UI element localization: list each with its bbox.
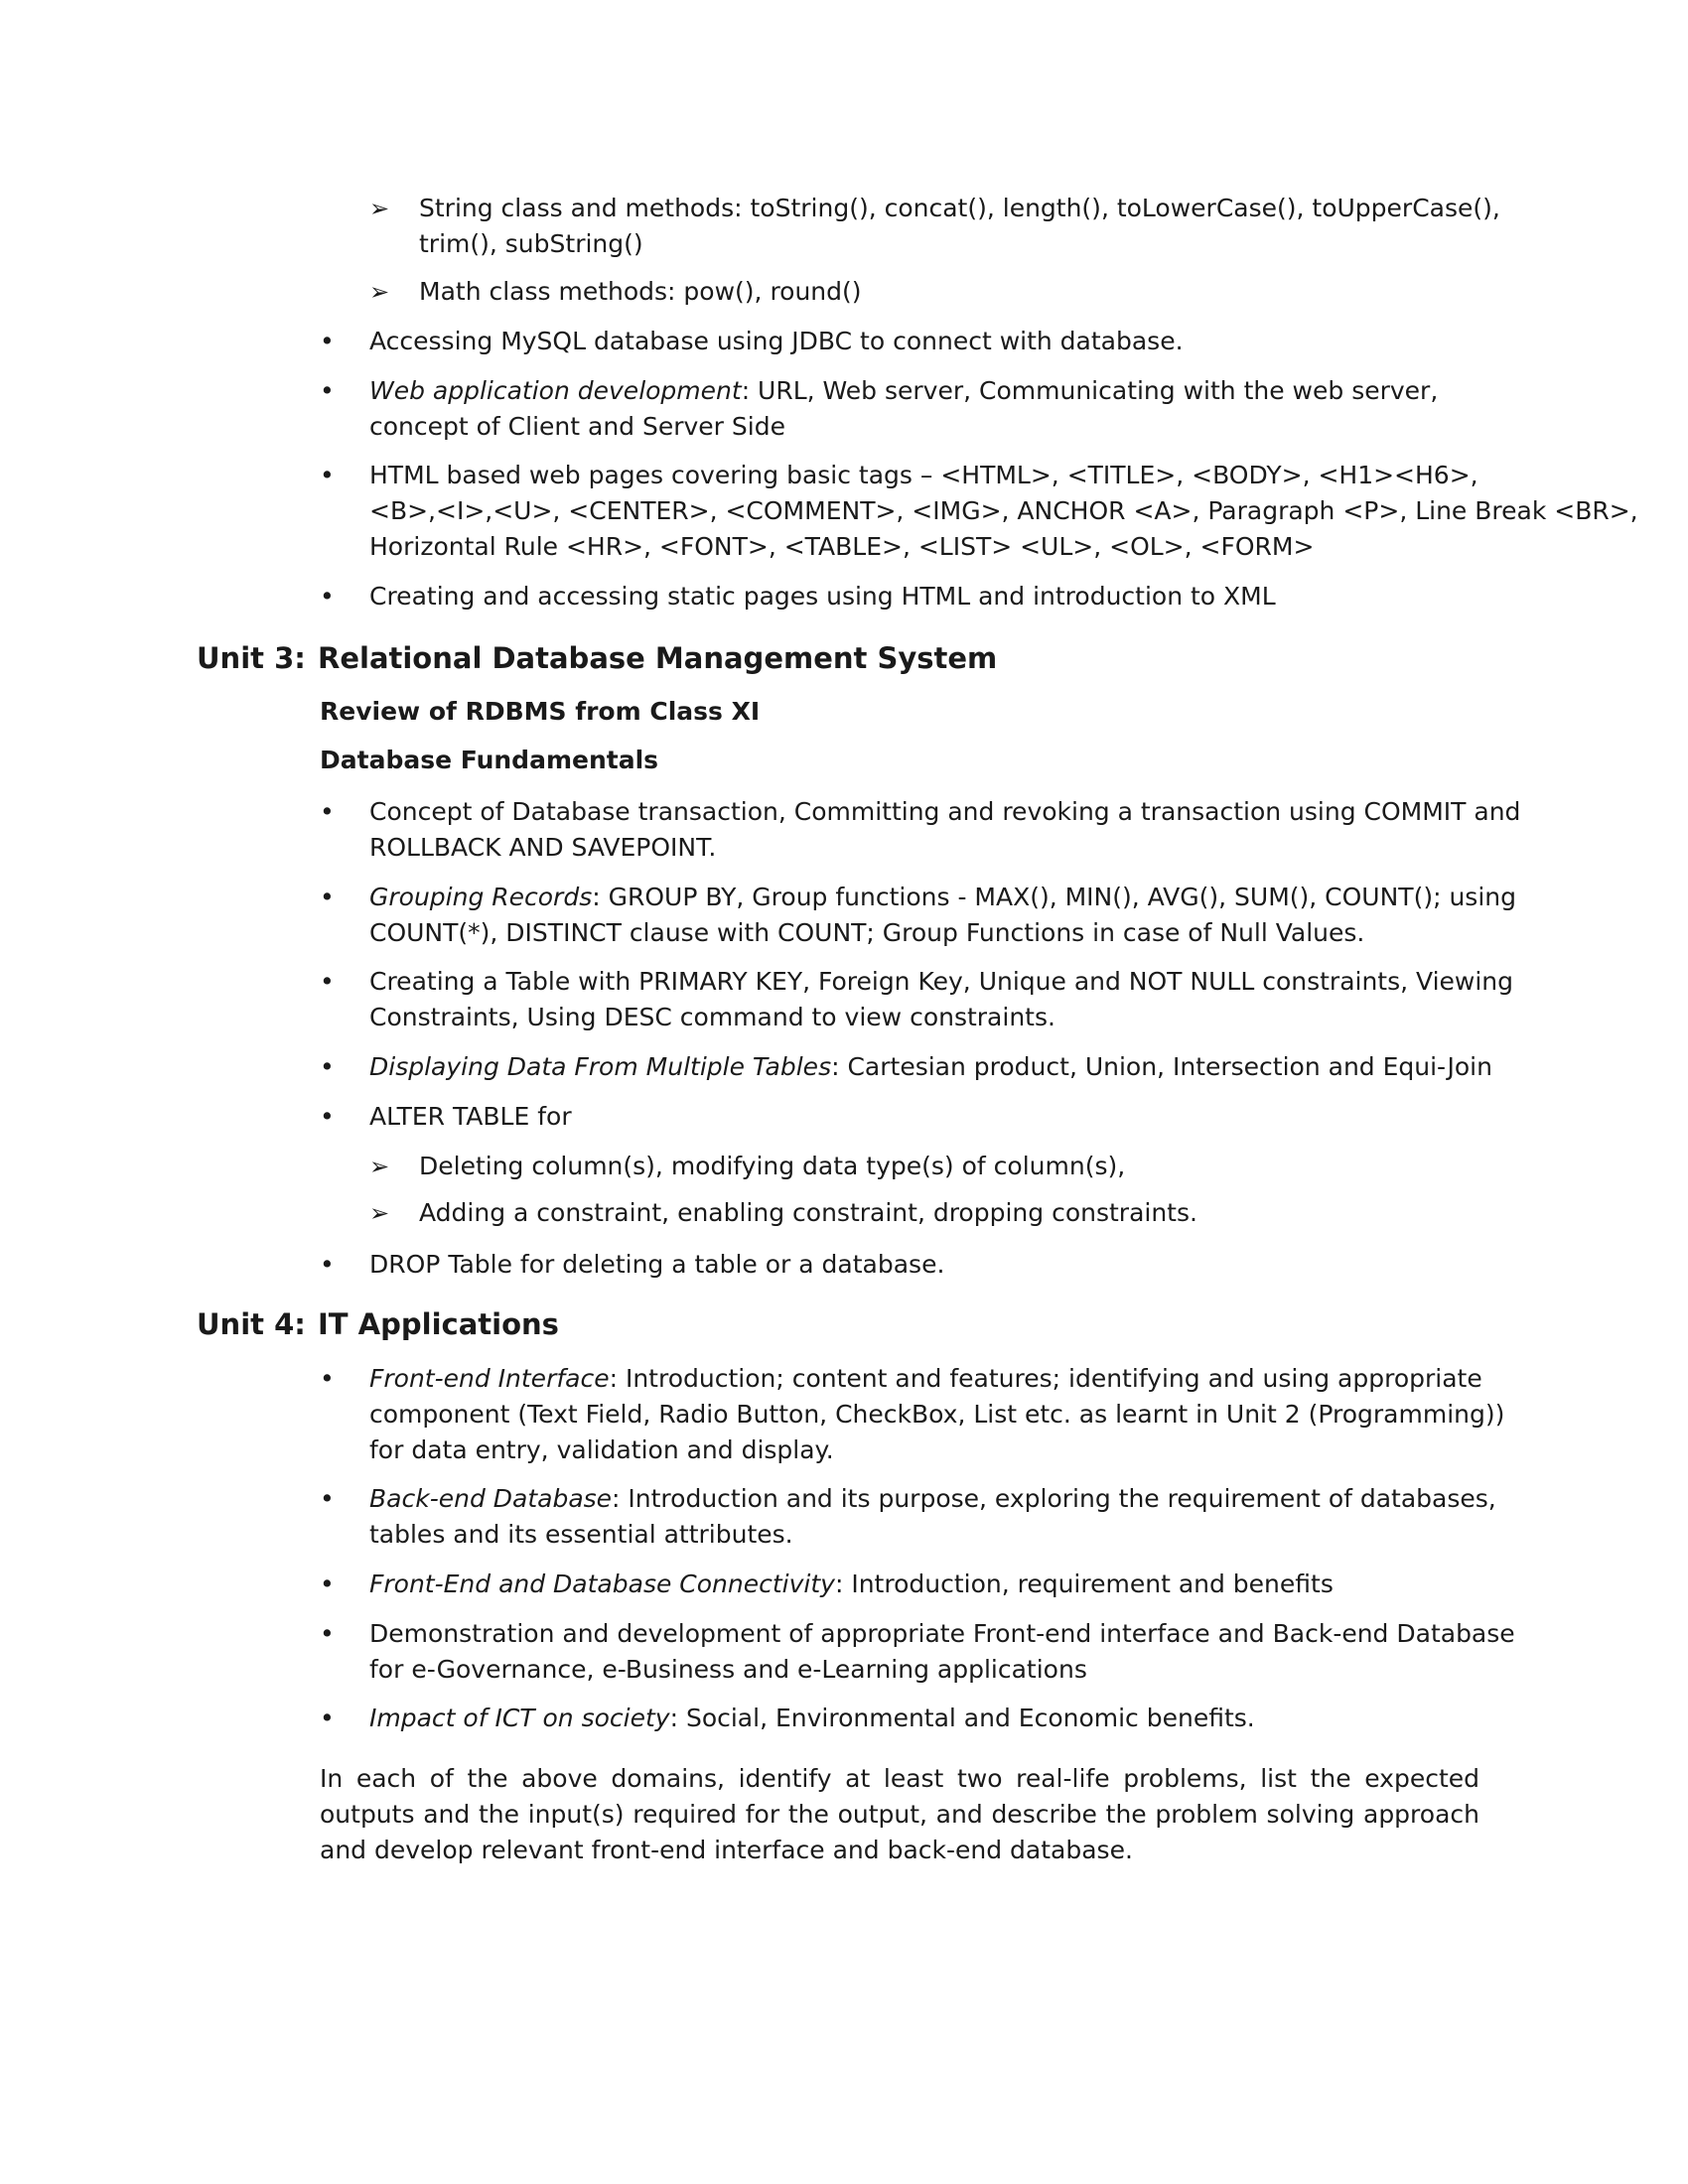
drop-line: DROP Table for deleting a table or a database. bbox=[369, 1250, 945, 1279]
backend-label: Back-end Database bbox=[369, 1484, 613, 1513]
unit3-title: Relational Database Management System bbox=[318, 641, 998, 675]
html-tags-line-3: Horizontal Rule <HR>, <FONT>, <TABLE>, <LIST> <UL>, <OL>, <FORM> bbox=[369, 532, 1315, 561]
bullet-icon: • bbox=[320, 883, 335, 911]
bullet-icon: • bbox=[320, 1704, 335, 1732]
bullet-icon: • bbox=[320, 1570, 335, 1598]
bullet-icon: • bbox=[320, 1102, 335, 1131]
connectivity-line bbox=[369, 1567, 1334, 1602]
connectivity-label: Front-End and Database Connectivity bbox=[369, 1570, 835, 1598]
html-tags-line-2: <B>,<I>,<U>, <CENTER>, <COMMENT>, <IMG>, ANCHOR <A>, Paragraph <P>, Line Break <BR>, bbox=[369, 496, 1638, 525]
arrow-bullet-icon: ➢ bbox=[369, 278, 390, 306]
alter-sub-line-1: Deleting column(s), modifying data type(s) of column(s), bbox=[419, 1152, 1126, 1180]
alter-sub-line-2: Adding a constraint, enabling constraint, dropping constraints. bbox=[419, 1198, 1197, 1227]
grouping-label: Grouping Records bbox=[369, 883, 593, 911]
bullet-icon: • bbox=[320, 797, 335, 826]
bullet-icon: • bbox=[320, 1052, 335, 1081]
backend-line-2: tables and its essential attributes. bbox=[369, 1520, 793, 1549]
webdev-text: : URL, Web server, Communicating with the web server, bbox=[741, 376, 1439, 405]
unit4-title: IT Applications bbox=[318, 1307, 559, 1341]
arrow-bullet-icon: ➢ bbox=[369, 195, 390, 222]
frontend-text: : Introduction; content and features; identifying and using appropriate bbox=[609, 1364, 1482, 1393]
html-tags-line-1: HTML based web pages covering basic tags – <HTML>, <TITLE>, <BODY>, <H1><H6>, bbox=[369, 461, 1478, 489]
demo-line-2: for e-Governance, e-Business and e-Learning applications bbox=[369, 1655, 1087, 1684]
bullet-icon: • bbox=[320, 1250, 335, 1279]
connectivity-text: : Introduction, requirement and benefits bbox=[834, 1570, 1334, 1598]
backend-text: : Introduction and its purpose, exploring the requirement of databases, bbox=[612, 1484, 1496, 1513]
demo-line-1: Demonstration and development of appropriate Front-end interface and Back-end Database bbox=[369, 1619, 1515, 1648]
grouping-text: : GROUP BY, Group functions - MAX(), MIN(), AVG(), SUM(), COUNT(); using bbox=[592, 883, 1516, 911]
frontend-line-1 bbox=[369, 1361, 1482, 1397]
transaction-line-1: Concept of Database transaction, Committing and revoking a transaction using COMMIT and bbox=[369, 797, 1521, 826]
jdbc-line: Accessing MySQL database using JDBC to connect with database. bbox=[369, 327, 1184, 355]
bullet-icon: • bbox=[320, 1619, 335, 1648]
string-methods-line-2: trim(), subString() bbox=[419, 229, 643, 258]
unit3-review-heading: Review of RDBMS from Class XI bbox=[320, 697, 761, 726]
grouping-line-2: COUNT(*), DISTINCT clause with COUNT; Group Functions in case of Null Values. bbox=[369, 918, 1365, 947]
impact-line bbox=[369, 1701, 1255, 1736]
transaction-line-2: ROLLBACK AND SAVEPOINT. bbox=[369, 833, 717, 862]
bullet-icon: • bbox=[320, 376, 335, 405]
multi-table-line bbox=[369, 1049, 1492, 1085]
frontend-line-3: for data entry, validation and display. bbox=[369, 1435, 834, 1464]
webdev-label: Web application development bbox=[369, 376, 742, 405]
creating-line-1: Creating a Table with PRIMARY KEY, Foreign Key, Unique and NOT NULL constraints, Viewing bbox=[369, 967, 1514, 996]
webdev-line-1 bbox=[369, 373, 1438, 409]
arrow-bullet-icon: ➢ bbox=[369, 1199, 390, 1227]
unit3-number: Unit 3: bbox=[197, 641, 306, 675]
math-methods-line: Math class methods: pow(), round() bbox=[419, 277, 862, 306]
alter-line: ALTER TABLE for bbox=[369, 1102, 572, 1131]
string-methods-line-1: String class and methods: toString(), concat(), length(), toLowerCase(), toUpperCase(), bbox=[419, 194, 1500, 222]
multi-table-label: Displaying Data From Multiple Tables bbox=[369, 1052, 832, 1081]
unit4-number: Unit 4: bbox=[197, 1307, 306, 1341]
bullet-icon: • bbox=[320, 582, 335, 611]
grouping-line-1 bbox=[369, 880, 1516, 915]
bullet-icon: • bbox=[320, 967, 335, 996]
multi-table-text: : Cartesian product, Union, Intersection and Equi-Join bbox=[831, 1052, 1492, 1081]
impact-label: Impact of ICT on society bbox=[369, 1704, 670, 1732]
backend-line-1 bbox=[369, 1481, 1496, 1517]
closing-paragraph: In each of the above domains, identify at least two real-life problems, list the expected outputs and the input(s) required for the output, and describe the problem solving approach and develop relevant front-end interface and back-end database. bbox=[320, 1764, 1479, 1864]
bullet-icon: • bbox=[320, 1364, 335, 1393]
creating-line-2: Constraints, Using DESC command to view constraints. bbox=[369, 1003, 1055, 1031]
arrow-bullet-icon: ➢ bbox=[369, 1153, 390, 1180]
frontend-label: Front-end Interface bbox=[369, 1364, 610, 1393]
static-pages-line: Creating and accessing static pages using HTML and introduction to XML bbox=[369, 582, 1276, 611]
bullet-icon: • bbox=[320, 1484, 335, 1513]
bullet-icon: • bbox=[320, 327, 335, 355]
bullet-icon: • bbox=[320, 461, 335, 489]
impact-text: : Social, Environmental and Economic benefits. bbox=[669, 1704, 1255, 1732]
unit3-fundamentals-heading: Database Fundamentals bbox=[320, 746, 659, 774]
webdev-line-2: concept of Client and Server Side bbox=[369, 412, 785, 441]
frontend-line-2: component (Text Field, Radio Button, CheckBox, List etc. as learnt in Unit 2 (Programming)) bbox=[369, 1400, 1505, 1429]
